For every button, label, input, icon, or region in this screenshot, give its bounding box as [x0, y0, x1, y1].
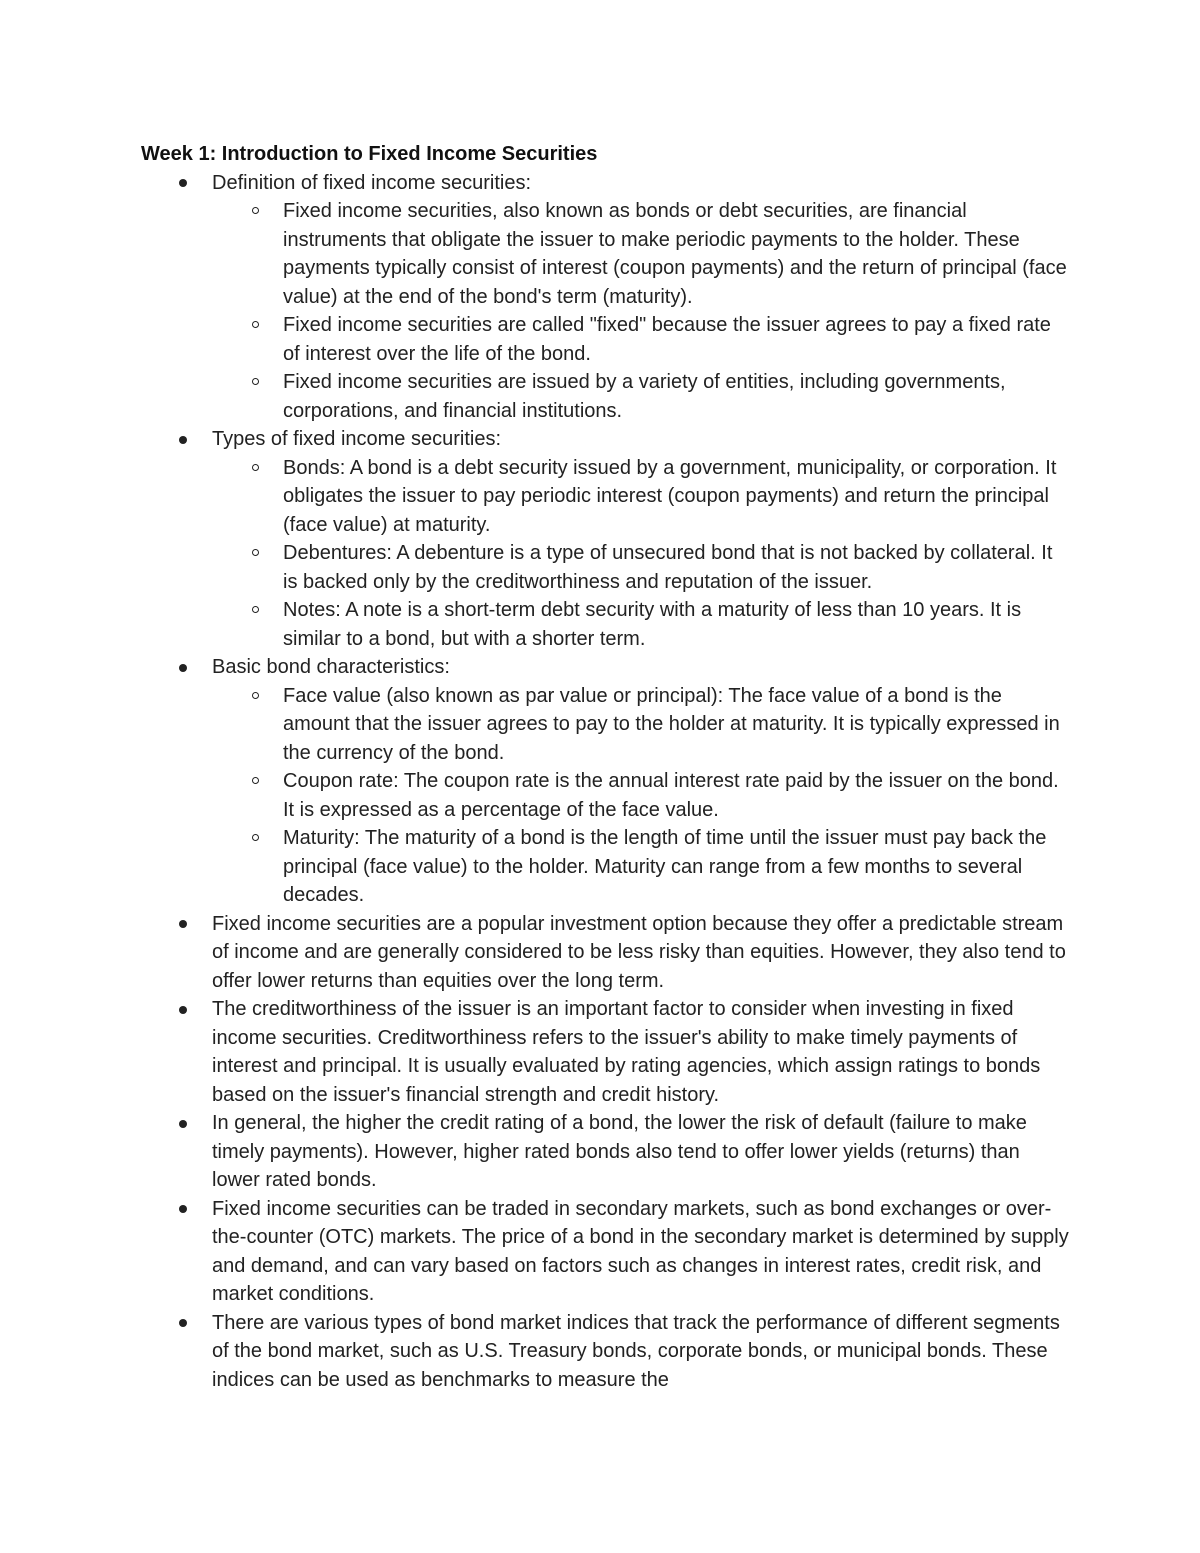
bullet-circle-icon [252, 207, 259, 214]
sub-list-item-text: Debentures: A debenture is a type of unsecured bond that is not backed by collateral. It is backed only by the creditworthiness and reputation of the issuer. [283, 542, 1053, 593]
sub-list-item-text: Bonds: A bond is a debt security issued by a government, municipality, or corporation. It obligates the issuer to pay periodic interest (coupon payments) and return the principal (face value) at maturity. [283, 456, 1057, 536]
list-item-text: Definition of fixed income securities: [212, 171, 532, 194]
list-item [141, 169, 1071, 426]
list-item-text: Types of fixed income securities: [212, 428, 502, 450]
list-item [141, 653, 1071, 910]
bullet-circle-icon [252, 692, 259, 699]
bullet-circle-icon [252, 549, 259, 556]
sub-list-item [212, 454, 1071, 540]
bullet-dot-icon [179, 920, 187, 928]
bullet-circle-icon [252, 606, 259, 613]
list-item-text: The creditworthiness of the issuer is an important factor to consider when investing in fixed income securities. Creditworthiness refers to the issuer's ability to make timely payments of interest and principal. It is usually evaluated by rating agencies, which assign ratings to bonds based on the issuer's financial strength and credit history. [212, 998, 1041, 1106]
sub-bullet-list [212, 454, 1071, 654]
bullet-dot-icon [179, 1120, 187, 1128]
bullet-circle-icon [252, 834, 259, 841]
document-content [141, 140, 1071, 1394]
bullet-dot-icon [179, 179, 187, 187]
sub-list-item-text: Fixed income securities are called "fixed" because the issuer agrees to pay a fixed rate of interest over the life of the bond. [283, 314, 1051, 365]
sub-list-item [212, 682, 1071, 768]
sub-list-item-text: Face value (also known as par value or principal): The face value of a bond is the amount that the issuer agrees to pay to the holder at maturity. It is typically expressed in the currency of the bond. [283, 684, 1060, 764]
sub-list-item [212, 368, 1071, 425]
bullet-circle-icon [252, 378, 259, 385]
list-item-text: Fixed income securities can be traded in secondary markets, such as bond exchanges or over-the-counter (OTC) markets. The price of a bond in the secondary market is determined by supply and demand, and can vary based on factors such as changes in interest rates, credit risk, and market conditions. [212, 1197, 1069, 1305]
bullet-circle-icon [252, 321, 259, 328]
sub-list-item-text: Maturity: The maturity of a bond is the length of time until the issuer must pay back the principal (face value) to the holder. Maturity can range from a few months to several decades. [283, 827, 1047, 906]
sub-list-item [212, 824, 1071, 910]
bullet-dot-icon [179, 436, 187, 444]
list-item [141, 910, 1071, 996]
bullet-dot-icon [179, 664, 187, 672]
list-item [141, 1195, 1071, 1309]
sub-bullet-list [212, 682, 1071, 910]
bullet-dot-icon [179, 1319, 187, 1327]
document-title: Week 1: Introduction to Fixed Income Securities [141, 143, 598, 165]
sub-list-item [212, 596, 1071, 653]
sub-bullet-list [212, 197, 1071, 425]
list-item [141, 1309, 1071, 1395]
list-item-text: There are various types of bond market indices that track the performance of different segments of the bond market, such as U.S. Treasury bonds, corporate bonds, or municipal bonds. These indices can be used as benchmarks to measure the [212, 1311, 1060, 1391]
sub-list-item [212, 767, 1071, 824]
sub-list-item [212, 311, 1071, 368]
sub-list-item-text: Fixed income securities, also known as bonds or debt securities, are financial instruments that obligate the issuer to make periodic payments to the holder. These payments typically consist of interest (coupon payments) and the return of principal (face value) at the end of the bond's term (maturity). [283, 200, 1067, 308]
main-bullet-list [141, 169, 1071, 1395]
list-item [141, 425, 1071, 653]
sub-list-item-text: Coupon rate: The coupon rate is the annual interest rate paid by the issuer on the bond. It is expressed as a percentage of the face value. [283, 770, 1059, 821]
list-item-text: In general, the higher the credit rating of a bond, the lower the risk of default (failure to make timely payments). However, higher rated bonds also tend to offer lower yields (returns) than lower rated bonds. [212, 1112, 1027, 1191]
bullet-dot-icon [179, 1006, 187, 1014]
list-item [141, 1109, 1071, 1195]
sub-list-item [212, 197, 1071, 311]
sub-list-item-text: Fixed income securities are issued by a variety of entities, including governments, corporations, and financial institutions. [283, 371, 1006, 422]
list-item-text: Fixed income securities are a popular investment option because they offer a predictable stream of income and are generally considered to be less risky than equities. However, they also tend to offer lower returns than equities over the long term. [212, 912, 1066, 992]
bullet-dot-icon [179, 1205, 187, 1213]
bullet-circle-icon [252, 464, 259, 471]
bullet-circle-icon [252, 777, 259, 784]
sub-list-item [212, 539, 1071, 596]
list-item [141, 995, 1071, 1109]
list-item-text: Basic bond characteristics: [212, 656, 450, 678]
sub-list-item-text: Notes: A note is a short-term debt security with a maturity of less than 10 years. It is similar to a bond, but with a shorter term. [283, 599, 1022, 650]
